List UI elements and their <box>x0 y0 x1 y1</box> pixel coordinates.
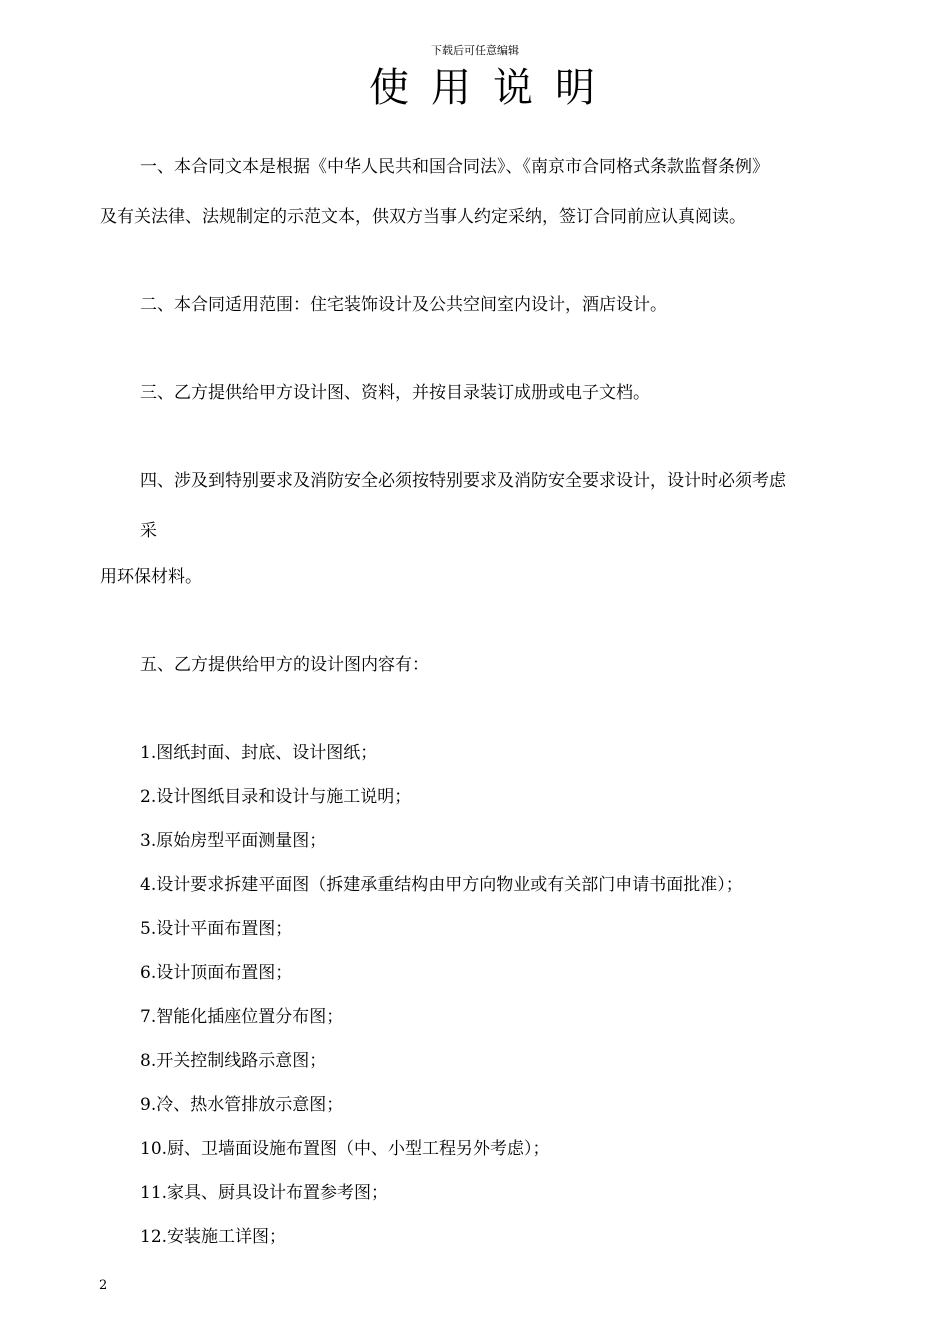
paragraph-4-line-3: 用环保材料。 <box>100 567 202 587</box>
list-item: 5.设计平面布置图； <box>140 919 293 939</box>
paragraph-1-line-2: 及有关法律、法规制定的示范文本，供双方当事人约定采纳，签订合同前应认真阅读。 <box>100 207 746 227</box>
list-item: 11.家具、厨具设计布置参考图； <box>140 1183 389 1203</box>
list-item: 2.设计图纸目录和设计与施工说明； <box>140 787 412 807</box>
paragraph-2: 二、本合同适用范围：住宅装饰设计及公共空间室内设计，酒店设计。 <box>140 295 667 315</box>
paragraph-5: 五、乙方提供给甲方的设计图内容有： <box>140 655 429 675</box>
list-item: 10.厨、卫墙面设施布置图（中、小型工程另外考虑）； <box>140 1139 550 1159</box>
list-item: 1.图纸封面、封底、设计图纸； <box>140 743 378 763</box>
list-item: 9.冷、热水管排放示意图； <box>140 1095 344 1115</box>
list-item: 7.智能化插座位置分布图； <box>140 1007 344 1027</box>
header-note: 下载后可任意编辑 <box>431 44 519 57</box>
list-item: 6.设计顶面布置图； <box>140 963 293 983</box>
list-item: 12.安装施工详图； <box>140 1227 287 1247</box>
page-number: 2 <box>99 1278 108 1293</box>
paragraph-3: 三、乙方提供给甲方设计图、资料，并按目录装订成册或电子文档。 <box>140 383 650 403</box>
list-item: 4.设计要求拆建平面图（拆建承重结构由甲方向物业或有关部门申请书面批准）； <box>140 875 743 895</box>
paragraph-4-line-1: 四、涉及到特别要求及消防安全必须按特别要求及消防安全要求设计，设计时必须考虑 <box>140 471 786 491</box>
list-item: 3.原始房型平面测量图； <box>140 831 327 851</box>
paragraph-1-line-1: 一、本合同文本是根据《中华人民共和国合同法》、《南京市合同格式条款监督条例》 <box>140 157 769 177</box>
page-title: 使用说明 <box>369 65 617 111</box>
list-item: 8.开关控制线路示意图； <box>140 1051 327 1071</box>
paragraph-4-line-2: 采 <box>140 521 157 541</box>
